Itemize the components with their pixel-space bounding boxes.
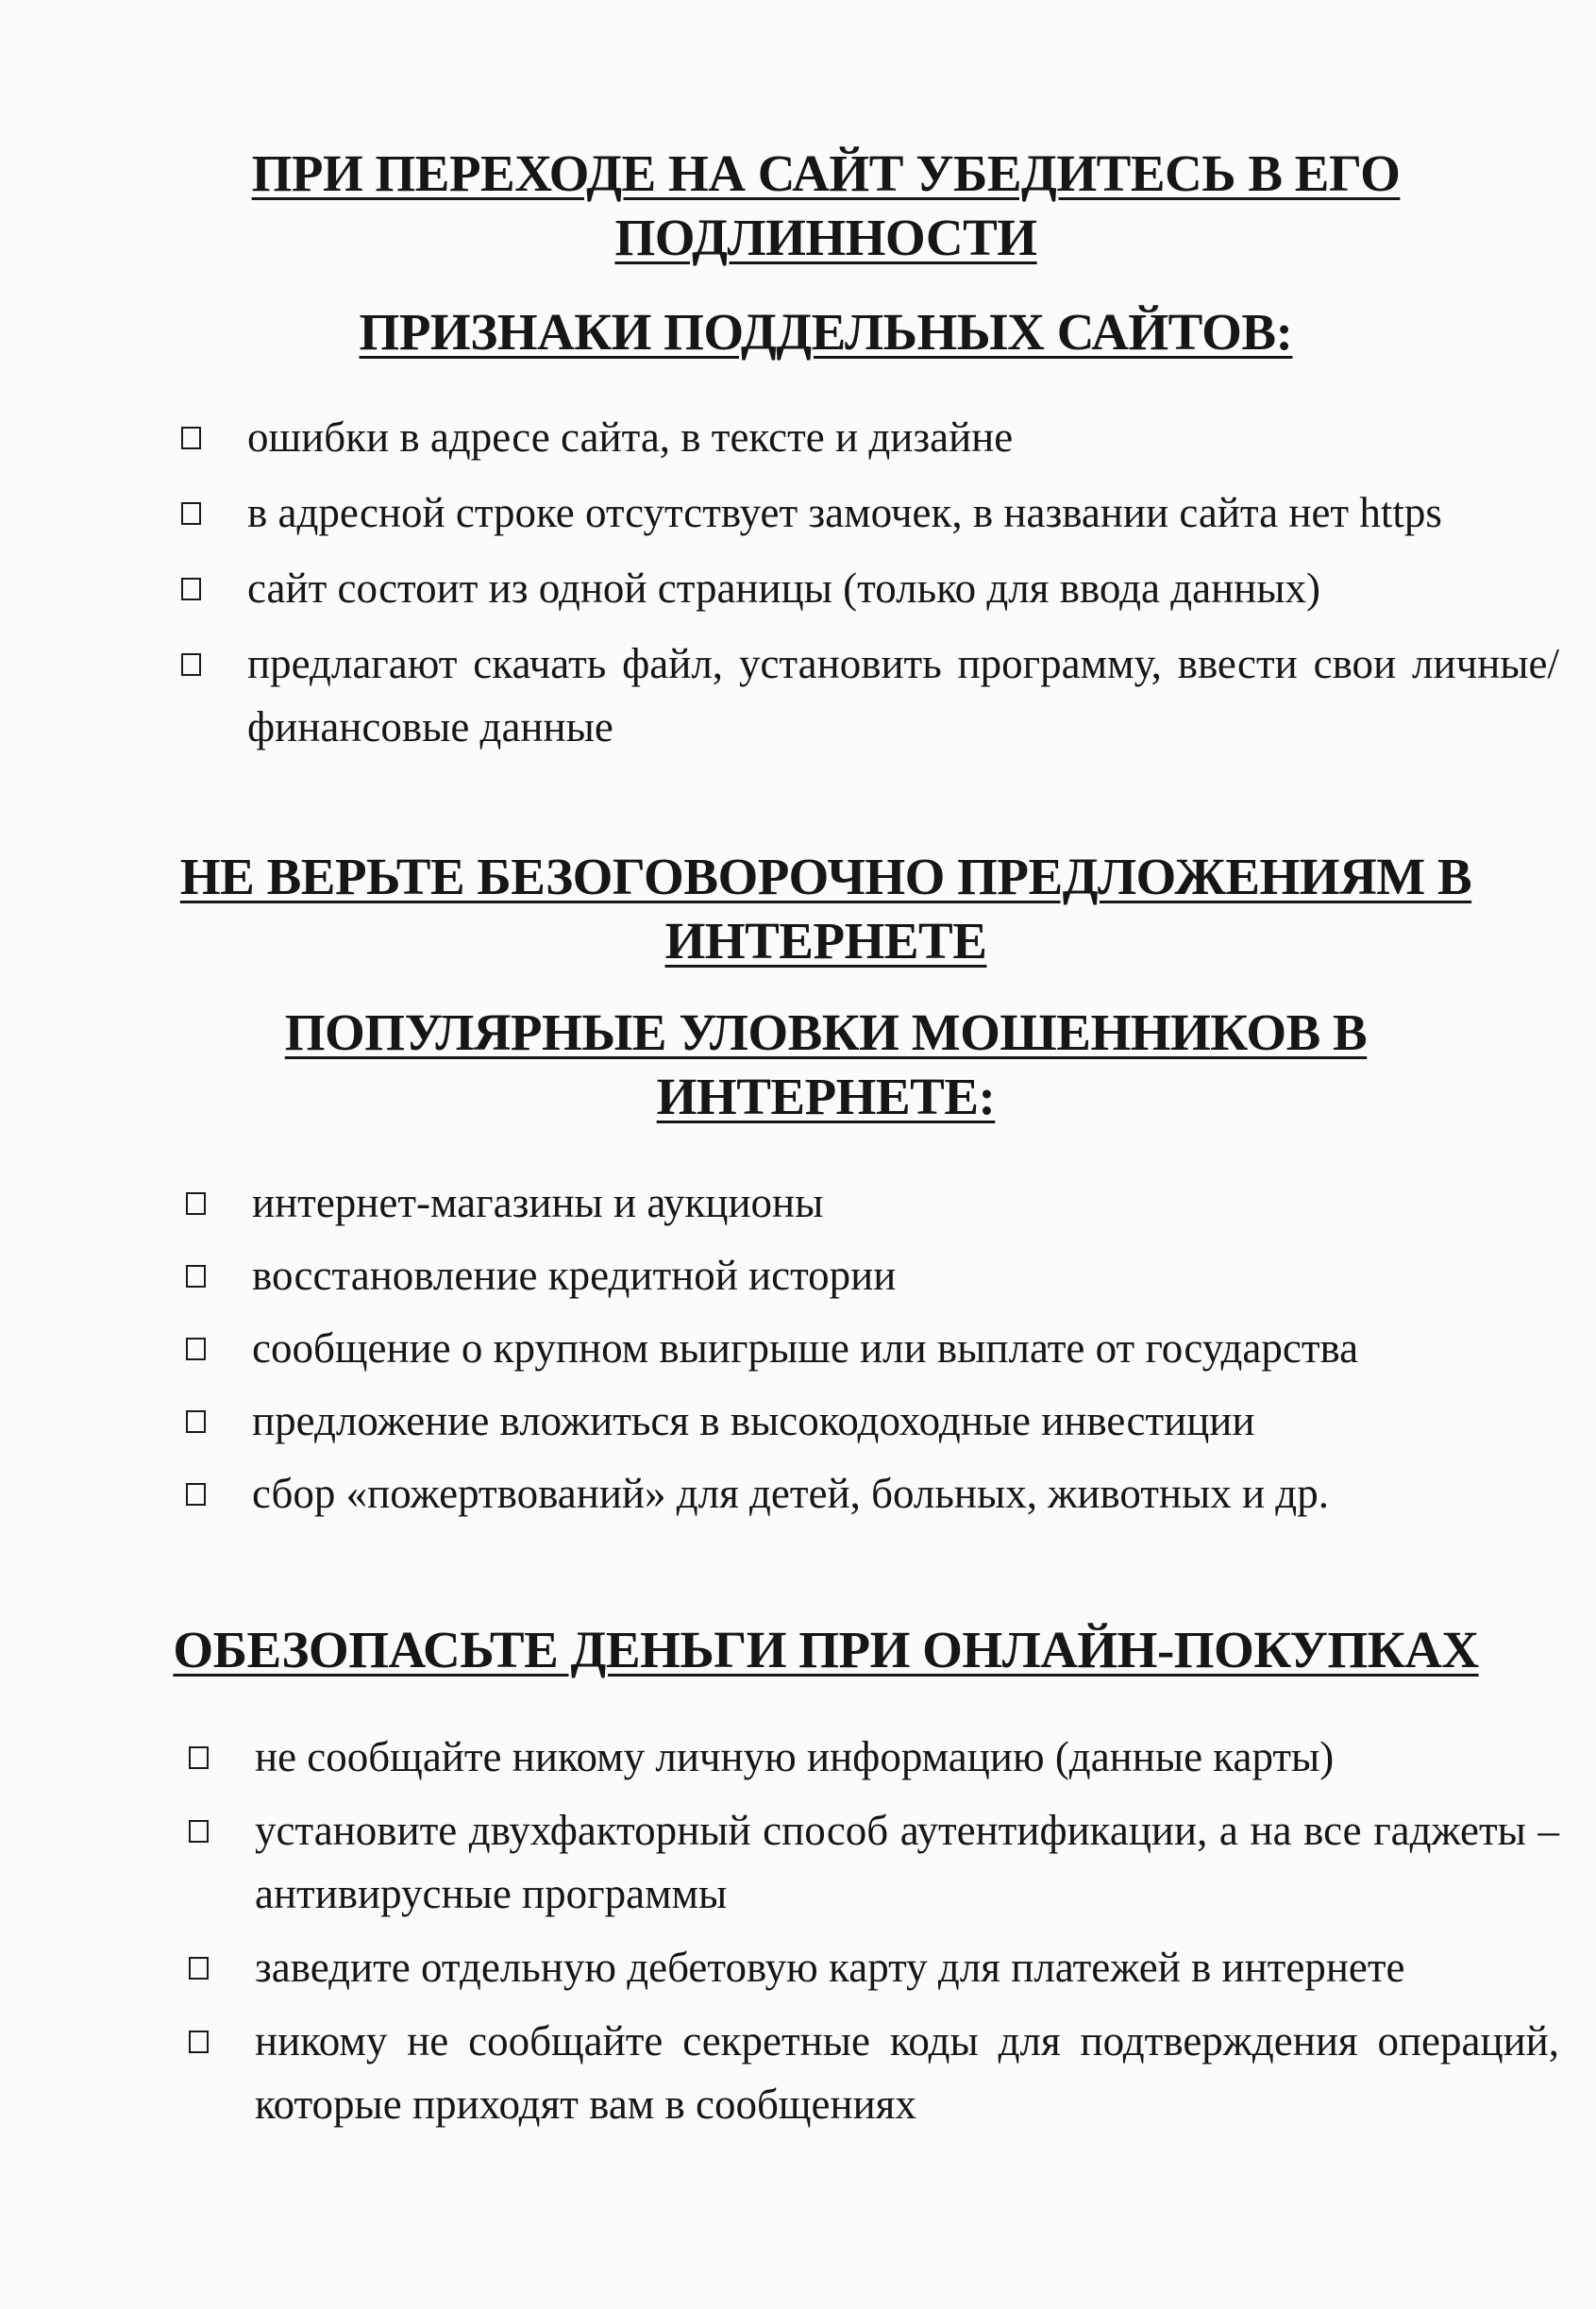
- heading-dont-trust-offers: [142, 845, 1510, 973]
- checkbox-icon: [186, 1410, 206, 1433]
- list-item: сайт состоит из одной страницы (только для ввода данных): [181, 557, 1559, 620]
- list-item: сообщение о крупном выигрыше или выплате от государства: [186, 1317, 1559, 1380]
- checkbox-icon: [186, 1483, 206, 1506]
- checkbox-icon: [181, 578, 201, 600]
- checkbox-icon: [181, 502, 201, 525]
- heading-protect-money: ОБЕЗОПАСЬТЕ ДЕНЬГИ ПРИ ОНЛАЙН-ПОКУПКАХ: [173, 1621, 1479, 1678]
- list-item: предложение вложиться в высокодоходные инвестиции: [186, 1390, 1559, 1453]
- list-item: восстановление кредитной истории: [186, 1244, 1559, 1307]
- list-item: заведите отдельную дебетовую карту для платежей в интернете: [189, 1936, 1559, 1999]
- heading-popular-tricks-line1: ПОПУЛЯРНЫЕ УЛОВКИ МОШЕННИКОВ В: [284, 1003, 1368, 1061]
- heading-popular-tricks: [142, 1001, 1510, 1129]
- list-item: интернет-магазины и аукционы: [186, 1171, 1559, 1235]
- fraud-tricks-list: [186, 1171, 1559, 1525]
- fake-site-signs-list: [181, 406, 1559, 759]
- heading-verify-site-line2: ПОДЛИННОСТИ: [614, 209, 1037, 266]
- checkbox-icon: [189, 2031, 209, 2053]
- checkbox-icon: [189, 1957, 209, 1980]
- list-item: предлагают скачать файл, установить программу, ввести свои личные/финансовые данные: [181, 632, 1559, 759]
- heading-verify-site-line1: ПРИ ПЕРЕХОДЕ НА САЙТ УБЕДИТЕСЬ В ЕГО: [251, 144, 1401, 202]
- list-item: в адресной строке отсутствует замочек, в названии сайта нет https: [181, 481, 1559, 545]
- online-shopping-tips-list: [189, 1726, 1559, 2136]
- checkbox-icon: [186, 1192, 206, 1215]
- list-item: сбор «пожертвований» для детей, больных, животных и др.: [186, 1462, 1559, 1525]
- list-item: никому не сообщайте секретные коды для подтверждения операций, которые приходят вам в сообщениях: [189, 2010, 1559, 2136]
- heading-popular-tricks-line2: ИНТЕРНЕТЕ:: [656, 1068, 996, 1125]
- heading-dont-trust-offers-line1: НЕ ВЕРЬТЕ БЕЗОГОВОРОЧНО ПРЕДЛОЖЕНИЯМ В: [179, 848, 1472, 905]
- list-item: не сообщайте никому личную информацию (данные карты): [189, 1726, 1559, 1789]
- checkbox-icon: [189, 1746, 209, 1769]
- list-item: ошибки в адресе сайта, в тексте и дизайне: [181, 406, 1559, 469]
- checkbox-icon: [189, 1820, 209, 1843]
- heading-verify-site: [142, 142, 1510, 270]
- checkbox-icon: [181, 653, 201, 676]
- checkbox-icon: [181, 427, 201, 449]
- list-item: установите двухфакторный способ аутентификации, а на все гаджеты – антивирусные программы: [189, 1799, 1559, 1926]
- checkbox-icon: [186, 1265, 206, 1288]
- heading-fake-site-signs: ПРИЗНАКИ ПОДДЕЛЬНЫХ САЙТОВ:: [359, 303, 1293, 361]
- heading-dont-trust-offers-line2: ИНТЕРНЕТЕ: [664, 912, 987, 969]
- checkbox-icon: [186, 1338, 206, 1360]
